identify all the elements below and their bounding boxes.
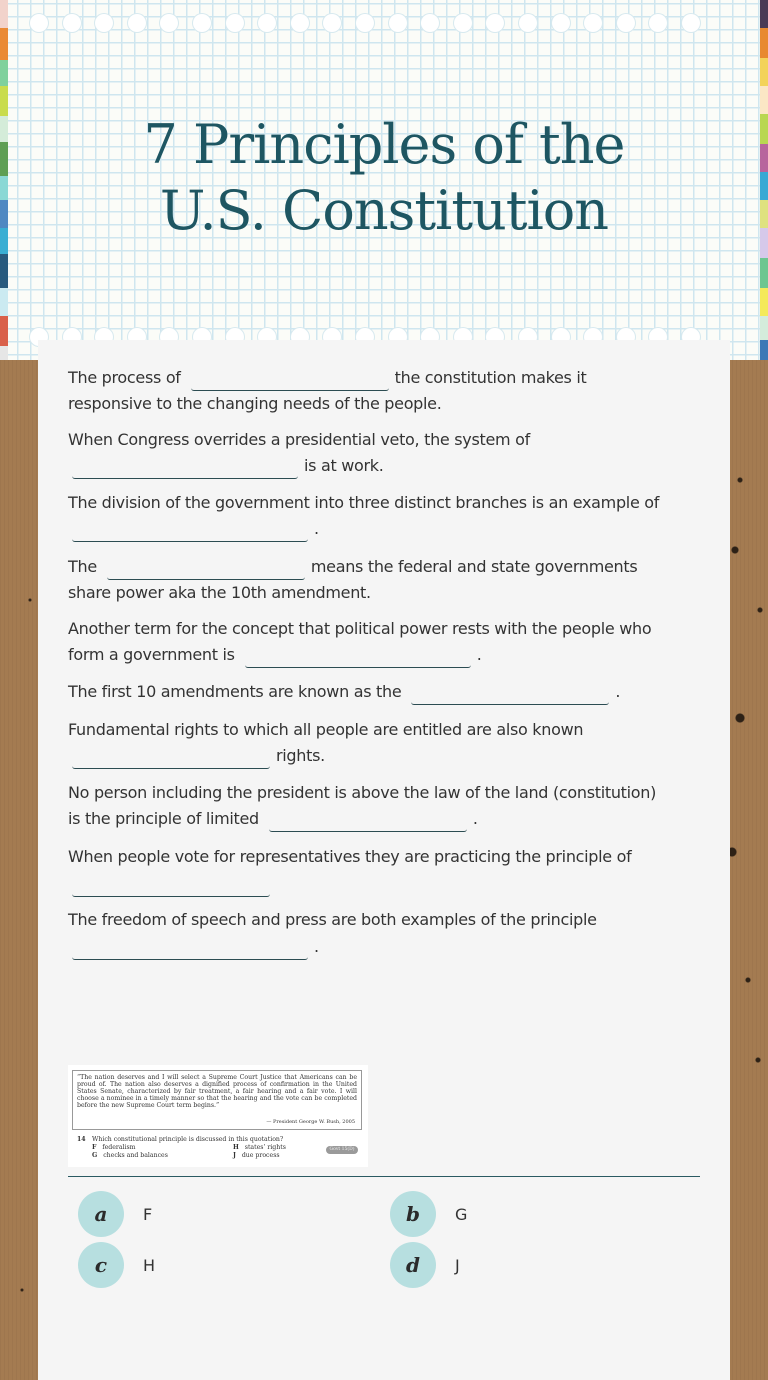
question-10: The freedom of speech and press are both examples of the principle . [68, 906, 708, 960]
answer-blank-6[interactable] [411, 680, 609, 705]
option-letter-bubble[interactable]: c [78, 1242, 124, 1288]
quote-box [72, 1070, 362, 1130]
notebook-holes-top [30, 14, 750, 34]
option-letter-bubble[interactable]: d [390, 1242, 436, 1288]
answer-blank-7[interactable] [72, 744, 270, 769]
question-2: When Congress overrides a presidential veto, the system of is at work. [68, 427, 708, 479]
choice-f: F federalism [92, 1144, 136, 1151]
choice-g: G checks and balances [92, 1152, 168, 1159]
title-line-2: U.S. Constitution [159, 179, 609, 242]
answer-blank-5[interactable] [245, 643, 471, 668]
question-3: The division of the government into three distinct branches is an example of . [68, 490, 718, 542]
answer-blank-3[interactable] [72, 517, 308, 542]
option-text: G [455, 1204, 468, 1224]
option-letter-bubble[interactable]: b [390, 1191, 436, 1237]
question-image [68, 1065, 368, 1167]
quote-text: “The nation deserves and I will select a Supreme Court Justice that Americans can be proud of. The nation also deserves a dignified process of confirmation in the United States Senate, characterized by fair treatment, a fair hearing and a fair vote. I will choose a nominee in a timely manner so that the hearing and the vote can be completed before the new Supreme Court term begins.” [77, 1074, 357, 1109]
question-5: Another term for the concept that political power rests with the people who form a government is . [68, 616, 718, 668]
answer-blank-10[interactable] [72, 935, 308, 960]
option-d[interactable] [390, 1242, 460, 1288]
question-8: No person including the president is above the law of the land (constitution) is the principle of limited . [68, 780, 728, 832]
option-b[interactable] [390, 1191, 467, 1237]
question-4: The means the federal and state governments share power aka the 10th amendment. [68, 557, 638, 602]
section-divider [68, 1176, 700, 1177]
page-title [0, 112, 768, 244]
question-9: When people vote for representatives they are practicing the principle of [68, 843, 708, 897]
option-text: F [143, 1204, 153, 1224]
question-7: Fundamental rights to which all people are entitled are also known rights. [68, 717, 708, 769]
answer-blank-1[interactable] [191, 366, 389, 391]
option-c[interactable] [78, 1242, 155, 1288]
worksheet-card [38, 340, 730, 1380]
option-text: H [143, 1255, 156, 1275]
answer-blank-9[interactable] [72, 872, 270, 897]
standard-tag: Govt 15(D) [326, 1146, 358, 1154]
choice-j: J due process [233, 1152, 280, 1159]
question-number: 14 [77, 1136, 86, 1143]
quote-attribution: — President George W. Bush, 2005 [266, 1119, 355, 1125]
title-line-1: 7 Principles of the [143, 113, 625, 176]
answer-blank-2[interactable] [72, 454, 298, 479]
option-letter-bubble[interactable]: a [78, 1191, 124, 1237]
question-prompt: Which constitutional principle is discussed in this quotation? [92, 1136, 284, 1143]
question-1: The process of the constitution makes it responsive to the changing needs of the people. [68, 368, 587, 413]
question-6: The first 10 amendments are known as the . [68, 679, 708, 705]
option-text: J [455, 1255, 460, 1275]
choice-h: H states’ rights [233, 1144, 286, 1151]
header-banner [0, 0, 768, 360]
answer-blank-8[interactable] [269, 807, 467, 832]
answer-blank-4[interactable] [107, 555, 305, 580]
option-a[interactable] [78, 1191, 152, 1237]
